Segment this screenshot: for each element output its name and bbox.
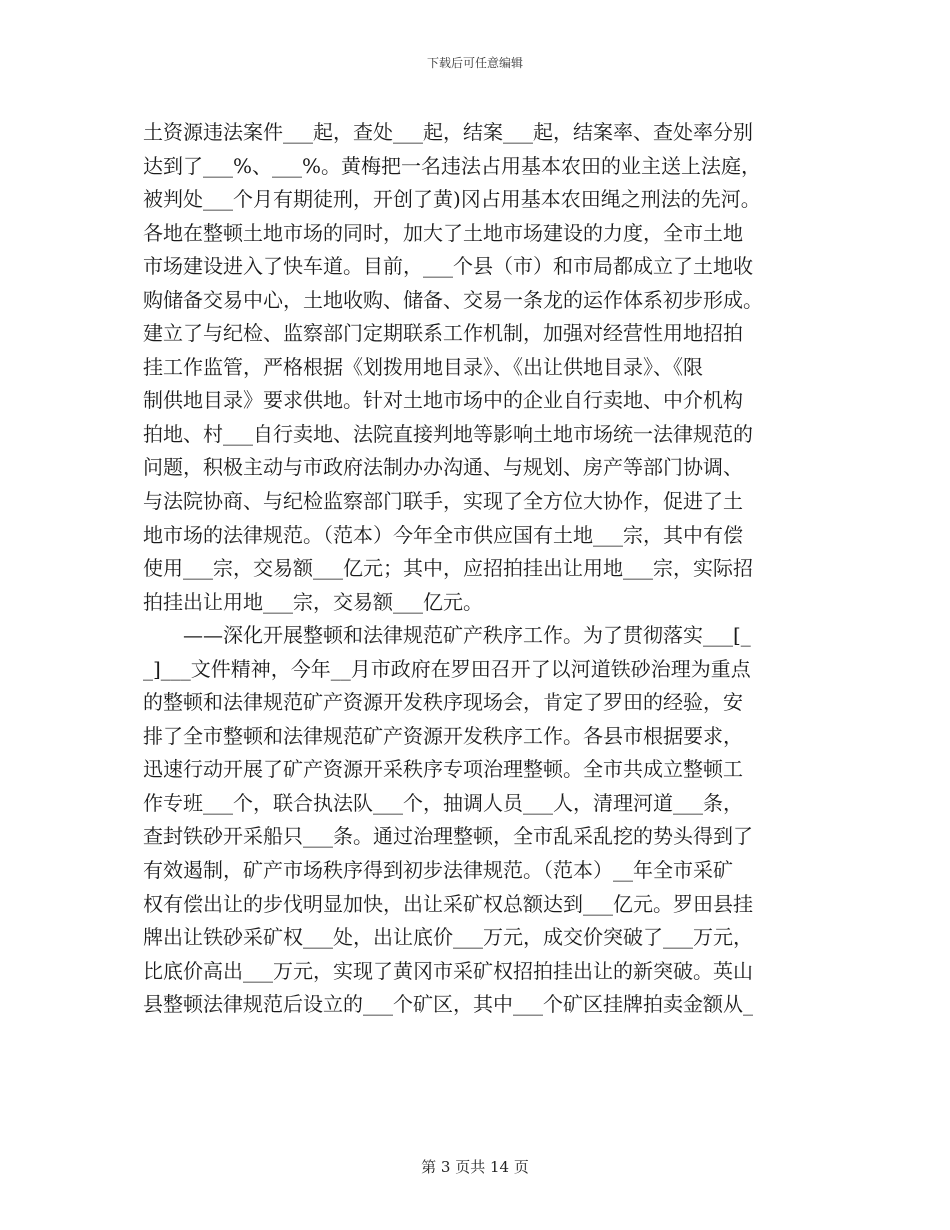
text-line: 各地在整顿土地市场的同时，加大了土地市场建设的力度，全市土地 <box>143 220 743 245</box>
text-line: 市场建设进入了快车道。目前，___个县（市）和市局都成立了土地收 <box>143 254 753 279</box>
page-header: 下载后可任意编辑 <box>426 56 523 70</box>
text-line: 挂工作监管，严格根据《划拨用地目录》、《出让供地目录》、《限 <box>143 354 703 379</box>
text-line: 问题，积极主动与市政府法制办办沟通、与规划、房产等部门协调、 <box>143 455 743 480</box>
text-line: 购储备交易中心，土地收购、储备、交易一条龙的运作体系初步形成。 <box>143 287 763 312</box>
text-line: 制供地目录》要求供地。针对土地市场中的企业自行卖地、中介机构 <box>143 388 743 413</box>
text-line: 县整顿法律规范后设立的___个矿区，其中___个矿区挂牌拍卖金额从_ <box>143 992 753 1017</box>
document-body <box>143 116 811 1022</box>
page-footer: 第 3 页共 14 页 <box>421 1158 529 1176</box>
text-line: 土资源违法案件___起，查处___起，结案___起，结案率、查处率分别 <box>143 120 753 144</box>
text-line: 地市场的法律规范。（范本）今年全市供应国有土地___宗，其中有偿 <box>143 522 743 547</box>
text-line: 排了全市整顿和法律规范矿产资源开发秩序工作。各县市根据要求， <box>143 723 743 748</box>
text-line: 比底价高出___万元，实现了黄冈市采矿权招拍挂出让的新突破。英山 <box>143 958 753 983</box>
text-line: 的整顿和法律规范矿产资源开发秩序现场会，肯定了罗田的经验，安 <box>143 690 743 715</box>
text-line: ——深化开展整顿和法律规范矿产秩序工作。为了贯彻落实___[_ <box>143 623 751 648</box>
text-line: 迅速行动开展了矿产资源开采秩序专项治理整顿。全市共成立整顿工 <box>143 757 743 782</box>
text-line: 作专班___个，联合执法队___个，抽调人员___人，清理河道___条， <box>143 790 743 815</box>
text-line: 有效遏制，矿产市场秩序得到初步法律规范。（范本）__年全市采矿 <box>143 858 733 883</box>
text-line: 拍挂出让用地___宗，交易额___亿元。 <box>143 589 483 614</box>
text-line: 拍地、村___自行卖地、法院直接判地等影响土地市场统一法律规范的 <box>143 421 753 446</box>
text-line: 建立了与纪检、监察部门定期联系工作机制，加强对经营性用地招拍 <box>143 321 743 346</box>
text-line: 被判处___个月有期徒刑，开创了黄)冈占用基本农田绳之刑法的先河。 <box>143 187 761 212</box>
text-line: 与法院协商、与纪检监察部门联手，实现了全方位大协作，促进了土 <box>143 489 743 514</box>
text-line: 达到了___%、___%。黄梅把一名违法占用基本农田的业主送上法庭， <box>143 153 762 178</box>
text-line: _]___文件精神，今年__月市政府在罗田召开了以河道铁砂治理为重点 <box>143 656 751 681</box>
text-line: 权有偿出让的步伐明显加快，出让采矿权总额达到___亿元。罗田县挂 <box>143 891 753 916</box>
text-line: 查封铁砂开采船只___条。通过治理整顿，全市乱采乱挖的势头得到了 <box>143 824 753 849</box>
text-line: 牌出让铁砂采矿权___处，出让底价___万元，成交价突破了___万元， <box>143 925 753 950</box>
text-line: 使用___宗，交易额___亿元；其中，应招拍挂出让用地___宗，实际招 <box>143 556 753 581</box>
